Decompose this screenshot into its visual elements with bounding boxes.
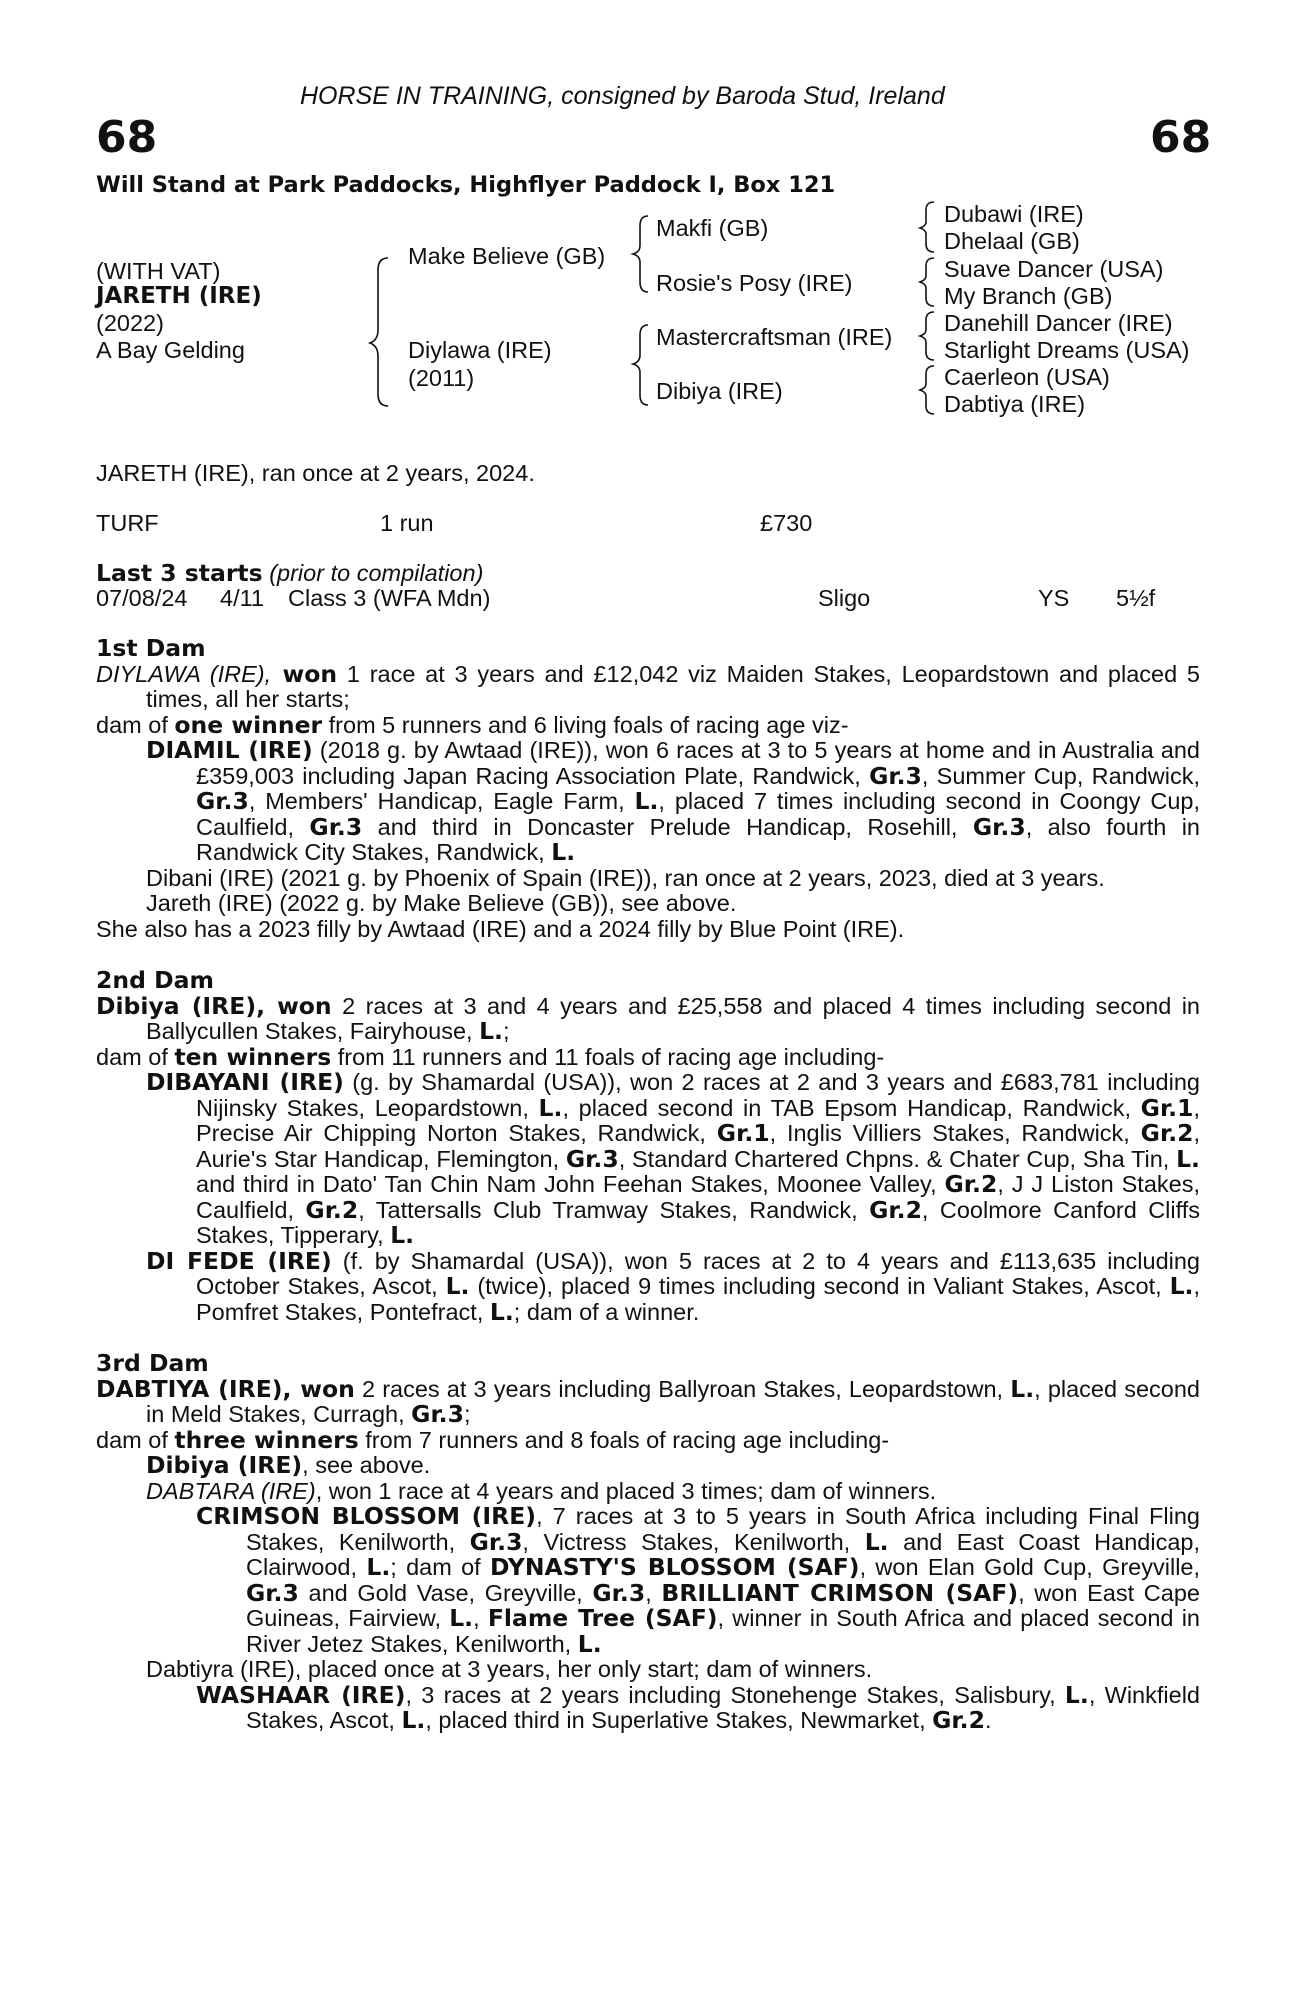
- lot-number-left: 68: [96, 112, 158, 163]
- text-run: , won 1 race at 4 years and placed 3 times; dam of winners.: [315, 1477, 937, 1504]
- grade-label: L.: [538, 1093, 563, 1122]
- pedigree-brace-main: [370, 258, 388, 406]
- won-label: , won: [282, 1374, 355, 1403]
- text-run: , placed third in Superlative Stakes, Newmarket,: [425, 1707, 933, 1733]
- text-run: , Aurie's Star Handicap, Flemington,: [196, 1120, 1201, 1172]
- race-summary: JARETH (IRE), ran once at 2 years, 2024.: [96, 460, 535, 486]
- grade-label: L.: [401, 1706, 426, 1734]
- start-class: Class 3 (WFA Mdn): [288, 585, 491, 611]
- won-label: won: [271, 659, 338, 688]
- pedigree-sds: Suave Dancer (USA): [944, 256, 1164, 282]
- grade-label: L.: [577, 1629, 602, 1658]
- grade-label: Gr.2: [944, 1170, 998, 1198]
- third-dam-section: [96, 1351, 1200, 1734]
- produce-summary: [96, 710, 1200, 739]
- pedigree-brace-ds: [920, 312, 934, 360]
- grade-label: L.: [1064, 1680, 1089, 1709]
- last-starts-heading: [96, 559, 483, 587]
- text-run: , also fourth in Randwick City Stakes, Randwick,: [196, 813, 1201, 865]
- start-course: Sligo: [818, 585, 871, 611]
- text-run: , Pomfret Stakes, Pontefract,: [196, 1273, 1200, 1325]
- text-run: , Winkfield Stakes, Ascot,: [246, 1681, 1200, 1733]
- text-run: 2 races at 3 years including Ballyroan Stakes, Leopardstown,: [354, 1375, 1011, 1402]
- start-date: 07/08/24: [96, 585, 188, 611]
- pedigree-dam-year: (2011): [408, 365, 475, 391]
- stable-location: Will Stand at Park Paddocks, Highflyer Paddock I, Box 121: [96, 172, 836, 198]
- start-position: 4/11: [220, 585, 264, 611]
- text-run: , won East Cape Guineas, Fairview,: [246, 1579, 1200, 1631]
- produce-name: DIAMIL (IRE): [146, 736, 313, 764]
- start-going: YS: [1038, 585, 1070, 611]
- grade-label: L.: [634, 787, 659, 815]
- winners-count: ten winners: [174, 1042, 332, 1071]
- text-run: dam of: [96, 711, 175, 738]
- won-label: , won: [256, 991, 332, 1020]
- record-surface: TURF: [96, 510, 159, 536]
- grade-label: Gr.1: [716, 1119, 770, 1147]
- grade-label: Gr.3: [411, 1400, 464, 1428]
- text-run: ,: [645, 1579, 662, 1606]
- dam-record-text: 1 race at 3 years and £12,042 viz Maiden Stakes, Leopardstown and placed 5 times, all her starts;: [146, 660, 1200, 712]
- grade-label: Gr.3: [565, 1144, 619, 1173]
- produce-name: Dibiya (IRE): [146, 1451, 303, 1479]
- grade-label: Gr.3: [972, 812, 1026, 841]
- produce-summary: [96, 1425, 1200, 1454]
- text-run: (g. by Shamardal (USA)), won 2 races at 2 and 3 years and £683,781 including Nijinsky Stakes, Leopardstown,: [196, 1069, 1200, 1121]
- last-starts-note: (prior to compilation): [269, 560, 484, 586]
- grand-produce-entry: [96, 1504, 1200, 1657]
- pedigree-dss: Danehill Dancer (IRE): [944, 310, 1173, 336]
- grade-label: Gr.3: [246, 1578, 299, 1607]
- foaling-year: (2022): [96, 310, 164, 336]
- text-run: , Precise Air Chipping Norton Stakes, Randwick,: [196, 1094, 1200, 1146]
- text-run: , placed second in Meld Stakes, Curragh,: [146, 1375, 1200, 1427]
- text-run: and third in Dato' Tan Chin Nam John Feehan Stakes, Moonee Valley,: [196, 1171, 945, 1197]
- first-dam-section: [96, 636, 1200, 942]
- pedigree-dam: Diylawa (IRE): [408, 337, 552, 363]
- grade-label: L.: [366, 1553, 391, 1581]
- pedigree-brace-ss: [920, 202, 934, 252]
- text-run: ; dam of: [390, 1554, 491, 1580]
- text-run: and third in Doncaster Prelude Handicap, Rosehill,: [362, 813, 973, 840]
- grade-label: L.: [489, 1297, 514, 1326]
- section-heading: 1st Dam: [96, 634, 206, 662]
- text-run: , Coolmore Canford Cliffs Stakes, Tipperary,: [196, 1196, 1201, 1248]
- produce-entry: [96, 738, 1200, 866]
- dam-racing-record: [96, 991, 1200, 1045]
- text-run: , Tattersalls Club Tramway Stakes, Randwick,: [358, 1196, 870, 1223]
- text-run: , Inglis Villiers Stakes, Randwick,: [769, 1120, 1141, 1146]
- grade-label: Gr.2: [932, 1706, 985, 1734]
- pedigree-sire-sire: Makfi (GB): [656, 215, 769, 241]
- text-run: (2018 g. by Awtaad (IRE)), won 6 races at 3 to 5 years at home and in Australia and £359,003 including Japan Racing Association Plate, Randwick,: [196, 737, 1200, 789]
- text-run: , Summer Cup, Randwick,: [921, 762, 1200, 789]
- dam-racing-record: [96, 659, 1200, 713]
- grade-label: L.: [864, 1527, 889, 1556]
- text-run: , placed 7 times including second in Coongy Cup, Caulfield,: [196, 788, 1200, 840]
- produce-name: Flame Tree (SAF): [487, 1604, 718, 1632]
- catalogue-title: HORSE IN TRAINING, consigned by Baroda Stud, Ireland: [300, 82, 945, 110]
- produce-name: BRILLIANT CRIMSON (SAF): [661, 1578, 1019, 1607]
- last-starts-title: Last 3 starts: [96, 559, 263, 587]
- text-run: , Members' Handicap, Eagle Farm,: [248, 788, 635, 814]
- text-run: , winner in South Africa and placed second in River Jetez Stakes, Kenilworth,: [246, 1605, 1200, 1657]
- produce-entry: Jareth (IRE) (2022 g. by Make Believe (GB)), see above.: [146, 890, 737, 916]
- text-run: , Victress Stakes, Kenilworth,: [522, 1528, 865, 1555]
- record-runs: 1 run: [380, 510, 434, 536]
- text-run: ;: [463, 1401, 471, 1427]
- text-run: .: [984, 1707, 992, 1733]
- grade-label: Gr.3: [309, 812, 363, 841]
- text-run: , J J Liston Stakes, Caulfield,: [196, 1171, 1200, 1223]
- text-run: ,: [473, 1605, 488, 1631]
- horse-name: JARETH (IRE): [96, 283, 262, 309]
- text-run: ;: [502, 1018, 510, 1044]
- section-heading: 2nd Dam: [96, 966, 214, 994]
- pedigree-sire-dam: Rosie's Posy (IRE): [656, 270, 853, 296]
- text-run: , won Elan Gold Cup, Greyville,: [859, 1554, 1201, 1580]
- grade-label: L.: [551, 838, 576, 866]
- grade-label: Gr.1: [1140, 1093, 1194, 1122]
- dam-name: DIYLAWA (IRE),: [96, 660, 272, 687]
- produce-name: CRIMSON BLOSSOM (IRE): [196, 1502, 537, 1530]
- grade-label: Gr.3: [469, 1527, 523, 1556]
- grade-label: Gr.3: [869, 761, 922, 790]
- winners-count: three winners: [174, 1425, 359, 1454]
- section-heading: 3rd Dam: [96, 1349, 209, 1377]
- produce-note: She also has a 2023 filly by Awtaad (IRE) and a 2024 filly by Blue Point (IRE).: [96, 915, 905, 942]
- record-earnings: £730: [760, 510, 813, 536]
- text-run: , see above.: [302, 1452, 431, 1478]
- pedigree-dds: Caerleon (USA): [944, 364, 1110, 390]
- produce-entry: [96, 1070, 1200, 1249]
- pedigree-brace-sire: [633, 216, 648, 292]
- grade-label: L.: [445, 1272, 470, 1300]
- grade-label: Gr.3: [196, 787, 249, 815]
- grade-label: Gr.3: [592, 1578, 646, 1607]
- pedigree-sss: Dubawi (IRE): [944, 201, 1084, 227]
- text-run: and East Coast Handicap, Clairwood,: [246, 1528, 1200, 1580]
- grand-produce-entry: [96, 1680, 1200, 1734]
- text-run: 2 races at 3 and 4 years and £25,558 and placed 4 times including second in Ballycullen Stakes, Fairyhouse,: [146, 992, 1200, 1044]
- produce-name: WASHAAR (IRE): [196, 1680, 406, 1709]
- grade-label: L.: [479, 1017, 503, 1045]
- produce-entry: Dabtiyra (IRE), placed once at 3 years, her only start; dam of winners.: [146, 1656, 873, 1682]
- grade-label: L.: [1169, 1272, 1194, 1300]
- vat-status: (WITH VAT): [96, 258, 221, 284]
- text-run: (twice), placed 9 times including second in Valiant Stakes, Ascot,: [469, 1273, 1170, 1299]
- produce-name: DI FEDE (IRE): [146, 1246, 332, 1275]
- produce-name: DABTARA (IRE): [146, 1477, 316, 1504]
- grade-label: Gr.2: [305, 1195, 359, 1224]
- pedigree-sdd: My Branch (GB): [944, 283, 1113, 309]
- text-run: from 11 runners and 11 foals of racing age including-: [331, 1043, 885, 1070]
- produce-name: DIBAYANI (IRE): [146, 1068, 344, 1096]
- horse-description: A Bay Gelding: [96, 337, 245, 363]
- grade-label: L.: [390, 1221, 415, 1249]
- text-run: , placed second in TAB Epsom Handicap, Randwick,: [562, 1094, 1141, 1121]
- produce-entry: Dibani (IRE) (2021 g. by Phoenix of Spain (IRE)), ran once at 2 years, 2023, died at 3 years.: [146, 864, 1105, 891]
- text-run: dam of: [96, 1043, 175, 1070]
- text-run: , Standard Chartered Chpns. & Chater Cup, Sha Tin,: [618, 1145, 1177, 1172]
- pedigree-brace-sd: [920, 258, 934, 306]
- pedigree-brace-dam: [633, 325, 648, 405]
- pedigree-ssd: Dhelaal (GB): [944, 228, 1080, 254]
- dam-name: Dibiya (IRE): [96, 991, 257, 1020]
- produce-entry: [96, 1246, 1200, 1326]
- produce-summary: [96, 1042, 1200, 1071]
- grade-label: L.: [1010, 1374, 1035, 1403]
- text-run: from 7 runners and 8 foals of racing age including-: [358, 1426, 890, 1453]
- grade-label: L.: [449, 1604, 474, 1632]
- pedigree-dsd: Starlight Dreams (USA): [944, 337, 1190, 363]
- produce-entry: [96, 1479, 1200, 1505]
- dam-name: DABTIYA (IRE): [96, 1374, 283, 1403]
- text-run: and Gold Vase, Greyville,: [298, 1579, 593, 1606]
- grade-label: Gr.2: [1140, 1119, 1194, 1147]
- text-run: dam of: [96, 1426, 175, 1453]
- produce-entry: [96, 1453, 1200, 1479]
- pedigree-dam-sire: Mastercraftsman (IRE): [656, 324, 893, 350]
- text-run: (f. by Shamardal (USA)), won 5 races at 2 to 4 years and £113,635 including October Stakes, Ascot,: [196, 1247, 1200, 1299]
- dam-racing-record: [96, 1374, 1200, 1428]
- grade-label: L.: [1176, 1144, 1200, 1173]
- text-run: , 7 races at 3 to 5 years in South Africa including Final Fling Stakes, Kenilworth,: [246, 1503, 1200, 1555]
- text-run: from 5 runners and 6 living foals of racing age viz-: [322, 711, 849, 738]
- pedigree-brace-dd: [920, 366, 934, 414]
- pedigree-dam-dam: Dibiya (IRE): [656, 378, 783, 404]
- text-run: , 3 races at 2 years including Stonehenge Stakes, Salisbury,: [405, 1681, 1065, 1708]
- pedigree-sire: Make Believe (GB): [408, 243, 606, 269]
- lot-number-right: 68: [1150, 112, 1212, 163]
- second-dam-section: [96, 968, 1200, 1325]
- grade-label: Gr.2: [869, 1195, 922, 1224]
- winners-count: one winner: [174, 710, 323, 739]
- start-distance: 5½f: [1116, 585, 1156, 611]
- pedigree-ddd: Dabtiya (IRE): [944, 391, 1086, 417]
- produce-name: DYNASTY'S BLOSSOM (SAF): [490, 1553, 860, 1581]
- text-run: ; dam of a winner.: [513, 1298, 700, 1325]
